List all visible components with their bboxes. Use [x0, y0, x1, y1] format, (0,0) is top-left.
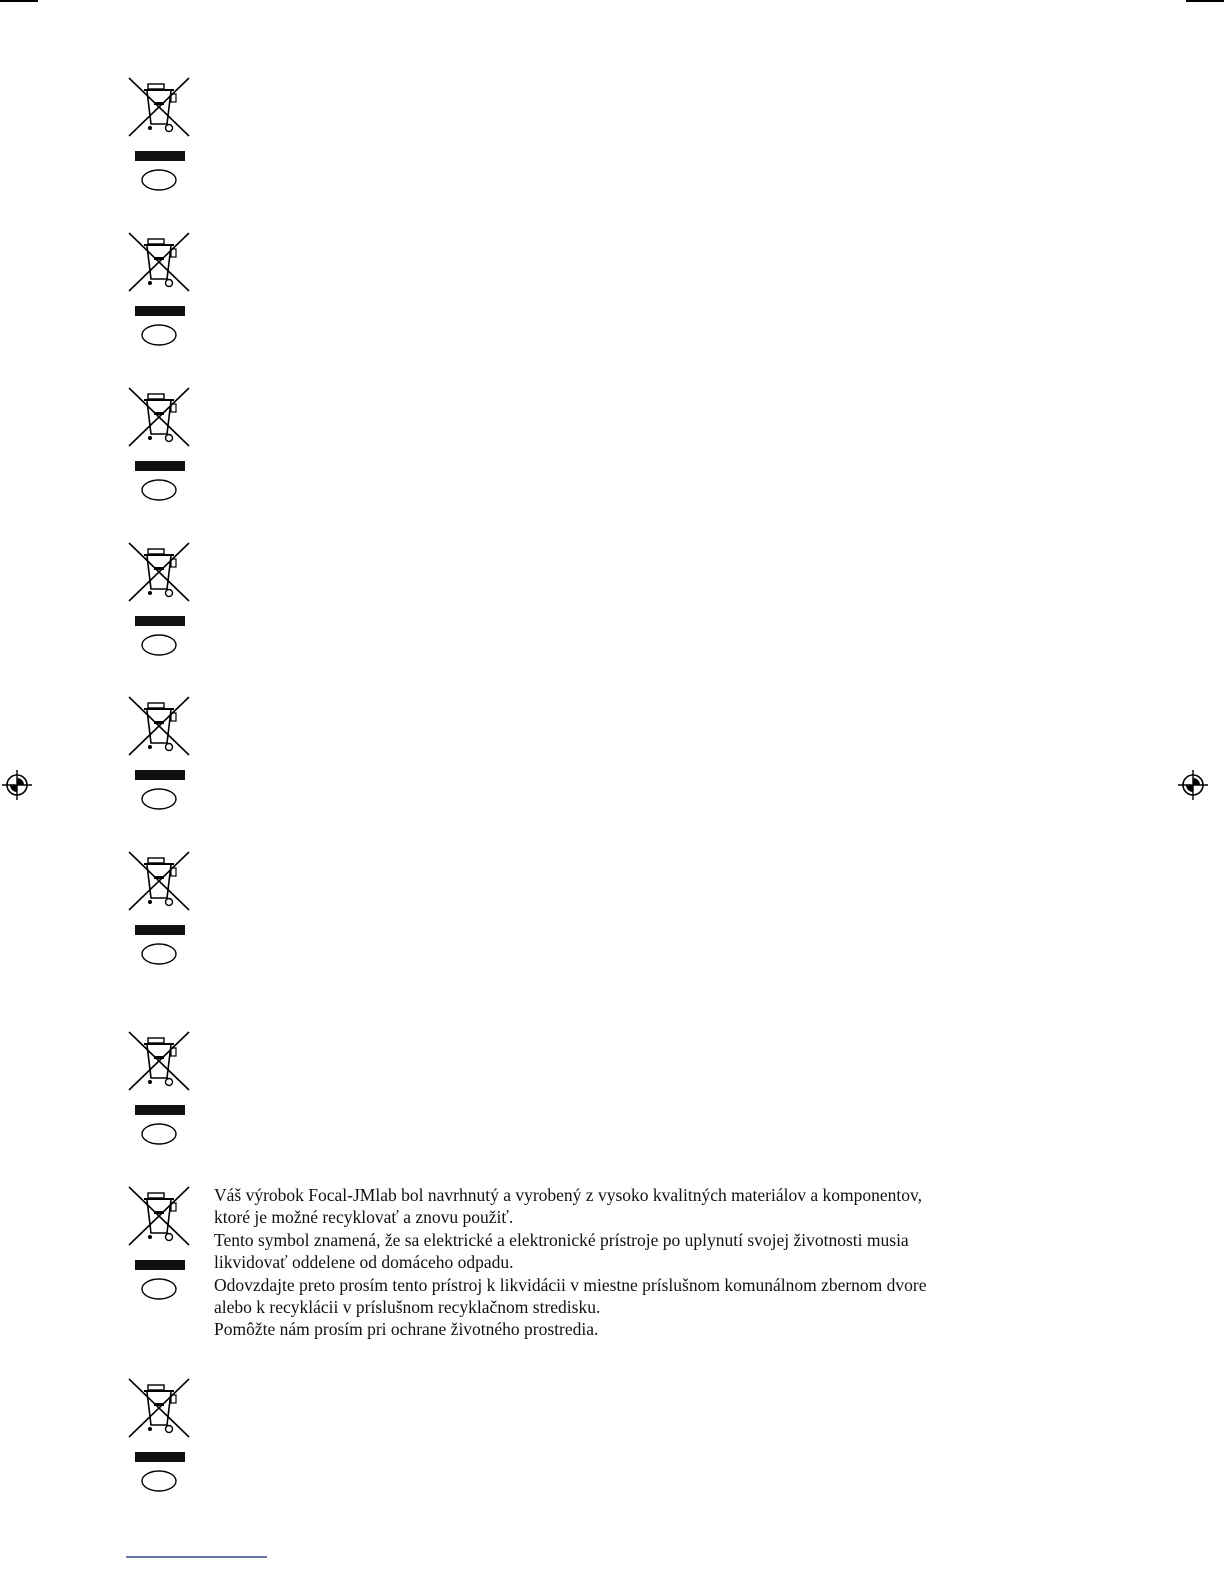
footer-rule [126, 1556, 267, 1558]
weee-symbol [126, 1185, 192, 1303]
crossed-out-wheelie-bin-icon [126, 76, 192, 194]
crossed-out-wheelie-bin-icon [126, 695, 192, 813]
crossed-out-wheelie-bin-icon [126, 541, 192, 659]
crossed-out-wheelie-bin-icon [126, 1185, 192, 1303]
weee-symbol [126, 695, 192, 813]
crop-mark-top-right [1186, 0, 1224, 2]
notice-line: Pomôžte nám prosím pri ochrane životného prostredia. [214, 1319, 599, 1340]
weee-symbol [126, 76, 192, 194]
notice-line: alebo k recyklácii v príslušnom recyklačnom stredisku. [214, 1297, 601, 1318]
weee-symbol [126, 1377, 192, 1495]
weee-symbol [126, 850, 192, 968]
weee-symbol [126, 1030, 192, 1148]
registration-crosshair-icon [2, 770, 32, 800]
crop-mark-top-left [0, 0, 38, 2]
weee-symbol [126, 386, 192, 504]
notice-line: Odovzdajte preto prosím tento prístroj k likvidácii v miestne príslušnom komunálnom zbernom dvore [214, 1274, 927, 1295]
crossed-out-wheelie-bin-icon [126, 1377, 192, 1495]
notice-line: Tento symbol znamená, že sa elektrické a elektronické prístroje po uplynutí svojej životnosti musia [214, 1229, 909, 1250]
crossed-out-wheelie-bin-icon [126, 386, 192, 504]
notice-line: likvidovať oddelene od domáceho odpadu. [214, 1252, 514, 1273]
weee-symbol [126, 231, 192, 349]
crossed-out-wheelie-bin-icon [126, 1030, 192, 1148]
weee-symbol [126, 541, 192, 659]
notice-line: ktoré je možné recyklovať a znovu použiť. [214, 1207, 514, 1228]
slovak-recycling-notice [214, 1184, 1014, 1341]
notice-line: Váš výrobok Focal-JMlab bol navrhnutý a vyrobený z vysoko kvalitných materiálov a komponentov, [214, 1185, 922, 1205]
registration-crosshair-icon [1178, 770, 1208, 800]
crossed-out-wheelie-bin-icon [126, 850, 192, 968]
crossed-out-wheelie-bin-icon [126, 231, 192, 349]
